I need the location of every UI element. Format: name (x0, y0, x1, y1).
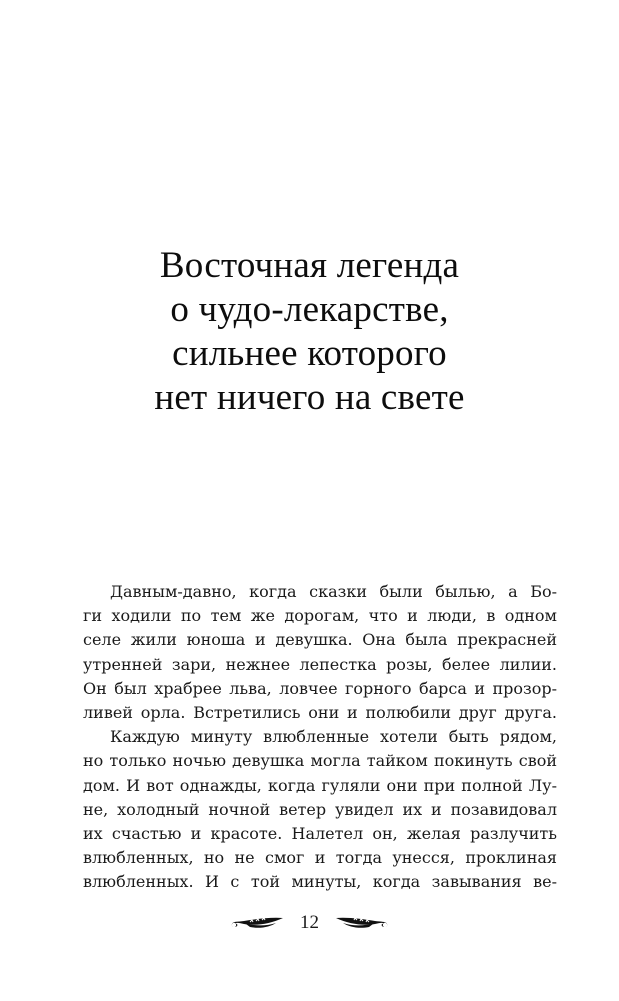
body-text (83, 580, 557, 894)
text-line: утренней зари, нежнее лепестка розы, белее лилии. (83, 654, 557, 674)
scroll-flourish-left-icon (226, 915, 284, 931)
text-line: Давным-давно, когда сказки были былью, а Бо- (110, 582, 557, 601)
chapter-title-line: о чудо-лекарстве, (170, 289, 449, 330)
page-footer (0, 908, 619, 938)
chapter-title-line: нет ничего на свете (154, 377, 465, 418)
page-number: 12 (300, 912, 319, 933)
chapter-title (0, 244, 619, 420)
text-line: их счастью и красоте. Налетел он, желая разлучить (83, 823, 557, 843)
text-line: влюбленных. И с той минуты, когда завывания ве- (83, 872, 557, 892)
scroll-flourish-right-icon (335, 915, 393, 931)
text-line: Каждую минуту влюбленные хотели быть рядом, (110, 727, 557, 747)
text-line: ги ходили по тем же дорогам, что и люди, в одном (83, 606, 557, 626)
text-line: Он был храбрее льва, ловчее горного барса и прозор- (83, 678, 557, 698)
text-line: дом. И вот однажды, когда гуляли они при полной Лу- (83, 775, 557, 795)
text-line: селе жили юноша и девушка. Она была прекрасней (83, 630, 557, 650)
chapter-title-line: Восточная легенда (159, 245, 460, 286)
chapter-title-line: сильнее которого (172, 333, 447, 374)
text-line: но только ночью девушка могла тайком покинуть свой (83, 751, 557, 771)
text-line: влюбленных, но не смог и тогда унесся, проклиная (83, 848, 557, 868)
text-line: ливей орла. Встретились они и полюбили друг друга. (83, 702, 557, 722)
text-line: не, холодный ночной ветер увидел их и позавидовал (83, 799, 557, 819)
